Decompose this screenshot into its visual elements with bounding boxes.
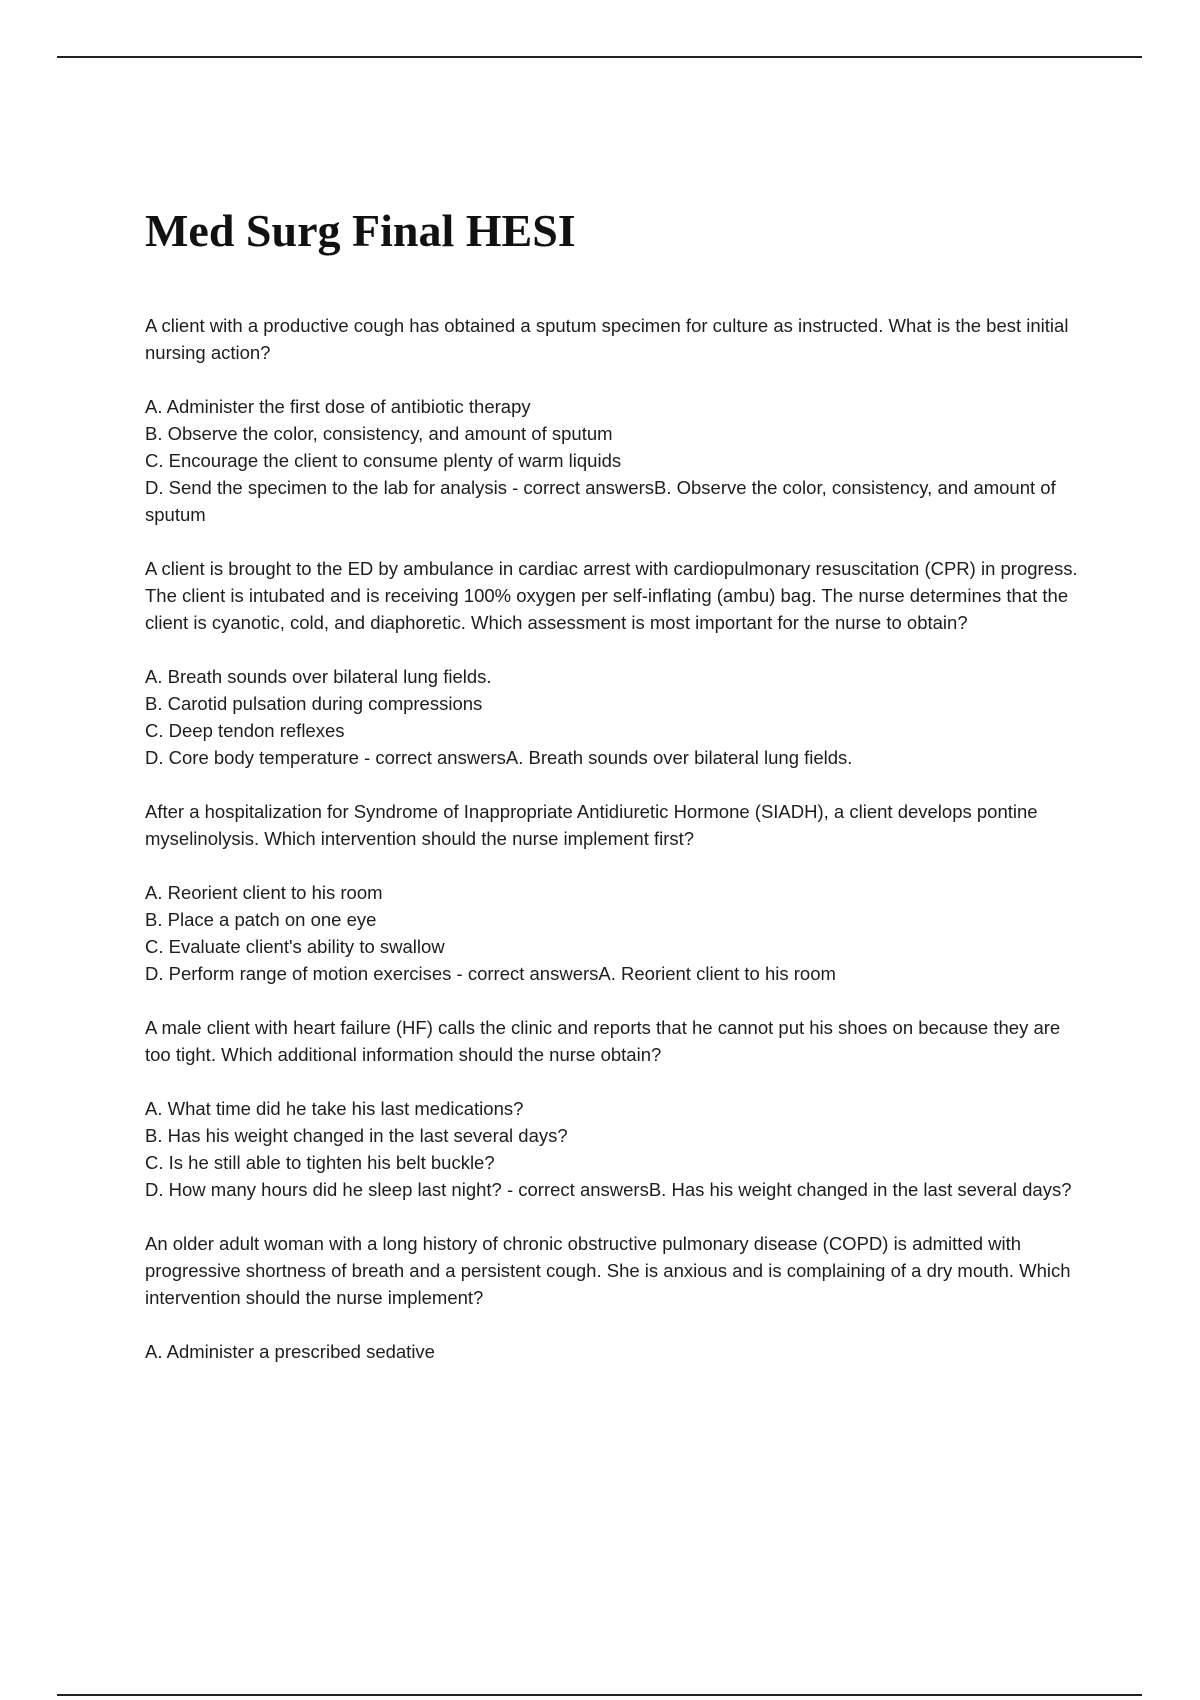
answer-option: B. Carotid pulsation during compressions (145, 693, 483, 714)
answer-option: D. Send the specimen to the lab for analysis - correct answersB. Observe the color, consistency, and amount of sputum (145, 477, 1056, 525)
answer-options (145, 1095, 1080, 1203)
header-rule (57, 56, 1142, 58)
answer-option: D. Perform range of motion exercises - correct answersA. Reorient client to his room (145, 963, 836, 984)
answer-option: C. Evaluate client's ability to swallow (145, 936, 445, 957)
question-block (145, 555, 1080, 771)
document-body (145, 312, 1080, 1392)
question-text: After a hospitalization for Syndrome of Inappropriate Antidiuretic Hormone (SIADH), a client develops pontine myselinolysis. Which intervention should the nurse implement first? (145, 801, 1038, 849)
answer-option: B. Has his weight changed in the last several days? (145, 1125, 568, 1146)
footer-rule (57, 1694, 1142, 1696)
question-block (145, 1230, 1080, 1365)
answer-option: D. Core body temperature - correct answersA. Breath sounds over bilateral lung fields. (145, 747, 853, 768)
answer-options (145, 879, 1080, 987)
question-text: A client is brought to the ED by ambulance in cardiac arrest with cardiopulmonary resuscitation (CPR) in progress. The client is intubated and is receiving 100% oxygen per self-inflating (ambu) bag. The nurse determines that the client is cyanotic, cold, and diaphoretic. Which assessment is most important for the nurse to obtain? (145, 558, 1078, 633)
answer-option: C. Is he still able to tighten his belt buckle? (145, 1152, 495, 1173)
answer-option: D. How many hours did he sleep last night? - correct answersB. Has his weight changed in the last several days? (145, 1179, 1072, 1200)
answer-option: A. Breath sounds over bilateral lung fields. (145, 666, 492, 687)
answer-option: A. What time did he take his last medications? (145, 1098, 524, 1119)
question-block (145, 798, 1080, 987)
question-block (145, 312, 1080, 528)
question-text: A client with a productive cough has obtained a sputum specimen for culture as instructed. What is the best initial nursing action? (145, 315, 1069, 363)
answer-options (145, 663, 1080, 771)
question-text: An older adult woman with a long history of chronic obstructive pulmonary disease (COPD) is admitted with progressive shortness of breath and a persistent cough. She is anxious and is complaining of a dry mouth. Which intervention should the nurse implement? (145, 1233, 1071, 1308)
page-title: Med Surg Final HESI (145, 205, 576, 256)
answer-options (145, 393, 1080, 528)
answer-options (145, 1338, 1080, 1365)
answer-option: B. Observe the color, consistency, and amount of sputum (145, 423, 613, 444)
question-block (145, 1014, 1080, 1203)
question-text: A male client with heart failure (HF) calls the clinic and reports that he cannot put his shoes on because they are too tight. Which additional information should the nurse obtain? (145, 1017, 1061, 1065)
answer-option: C. Encourage the client to consume plenty of warm liquids (145, 450, 622, 471)
answer-option: A. Administer a prescribed sedative (145, 1341, 435, 1362)
answer-option: A. Reorient client to his room (145, 882, 383, 903)
answer-option: B. Place a patch on one eye (145, 909, 377, 930)
answer-option: A. Administer the first dose of antibiotic therapy (145, 396, 531, 417)
answer-option: C. Deep tendon reflexes (145, 720, 345, 741)
